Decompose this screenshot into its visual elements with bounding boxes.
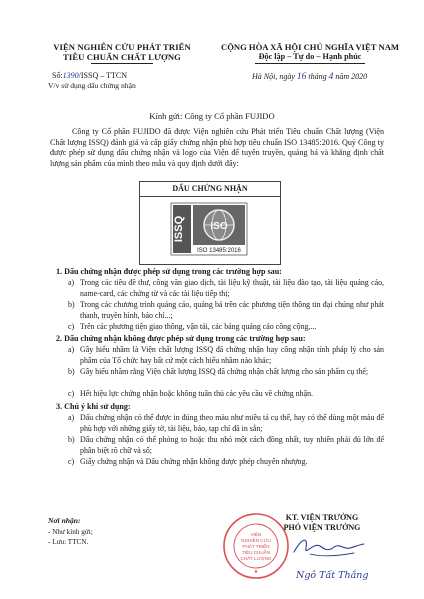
stamp-star: ★	[253, 569, 259, 575]
item-text: Dấu chứng nhận có thể phóng to hoặc thu nhỏ một cách đồng nhất, tuy nhiên phải đủ lớn để phân biệt rõ chữ và số;	[80, 435, 384, 455]
logo-iso-mark: ISO	[210, 221, 228, 232]
item-label: a)	[68, 345, 75, 354]
issuer-name-line2: TIÊU CHUẨN CHẤT LƯỢNG	[63, 52, 181, 62]
country-name: CỘNG HÒA XÃ HỘI CHỦ NGHĨA VIỆT NAM	[220, 42, 400, 52]
section-1-item-c	[68, 322, 384, 333]
date-prefix: Hà Nội, ngày	[252, 72, 295, 81]
greeting: Kính gửi: Công ty Cổ phần FUJIDO	[149, 111, 275, 121]
item-text: Dấu chứng nhận có thể được in đúng theo màu như miêu tả cụ thể, hay có thể dùng một màu để phù hợp với những giấy tờ, tài liệu, báo, tạp chí đã in sẵn;	[80, 413, 384, 433]
signatory-name: Ngô Tất Thắng	[296, 570, 369, 581]
seal-title: DẤU CHỨNG NHẬN	[140, 182, 280, 197]
item-label: b)	[68, 300, 75, 309]
signatory-title-line1: KT. VIỆN TRƯỞNG	[285, 513, 359, 522]
item-label: b)	[68, 435, 75, 444]
stamp-text-line: VIỆN	[250, 532, 262, 537]
item-label: c)	[68, 389, 75, 398]
stamp-text-line: NGHIÊN CỨU	[241, 538, 271, 543]
issuer-underline	[91, 63, 153, 64]
section-3-item-a	[68, 413, 384, 434]
signature-stroke	[294, 540, 364, 552]
item-text: Gây hiểu nhầm là Viện chất lượng ISSQ đã chứng nhận hay công nhận tính pháp lý cho sản phẩm của Tổ chức hay bất cứ một cách hiểu nhầm nào khác;	[80, 345, 384, 365]
date-day-handwritten: 16	[296, 72, 307, 82]
recipient-line: - Lưu: TTCN.	[48, 538, 89, 546]
date-year: năm 2020	[335, 72, 368, 81]
certification-seal-box	[139, 181, 281, 265]
issuer-header	[42, 42, 202, 64]
signatory-title-line2: PHÓ VIỆN TRƯỞNG	[283, 523, 361, 532]
section-2-item-a	[68, 345, 384, 366]
date-month-handwritten: 4	[328, 72, 334, 82]
item-text: Trong các tiêu đề thư, công văn giao dịch, tài liệu kỹ thuật, tài liệu đào tạo, tài liệu quảng cáo, name-card, các chứng từ và các tài liệu tiếp thị;	[80, 278, 384, 298]
logo-issq-text: ISSQ	[173, 215, 185, 243]
item-text: Giấy chứng nhận và Dấu chứng nhận không được phép chuyển nhượng.	[80, 457, 308, 466]
section-3-item-b	[68, 435, 384, 456]
date-line	[252, 72, 367, 82]
item-text: Hết hiệu lực chứng nhận hoặc không tuân thủ các yêu cầu về chứng nhận.	[80, 389, 314, 398]
section-2-item-b	[68, 367, 384, 378]
item-label: a)	[68, 278, 75, 287]
document-subject: V/v sử dụng dấu chứng nhận	[48, 81, 136, 90]
document-number-handwritten: 1390	[62, 71, 79, 80]
section-1-title: 1. Dấu chứng nhận được phép sử dụng trong các trường hợp sau:	[56, 267, 282, 276]
national-motto: Độc lập – Tự do – Hạnh phúc	[258, 52, 362, 61]
recipients-title: Nơi nhận:	[48, 516, 81, 525]
stamp-text-line: TIÊU CHUẨN	[241, 550, 271, 555]
document-number	[52, 71, 127, 80]
item-label: c)	[68, 322, 75, 331]
item-text: Gây hiểu nhầm rằng Viện chất lượng ISSQ đã chứng nhận chất lượng cho sản phẩm cụ thể;	[80, 367, 369, 376]
section-1-item-b	[68, 300, 384, 321]
item-label: b)	[68, 367, 75, 376]
document-number-prefix: Số:	[52, 71, 63, 80]
section-3-title: 3. Chú ý khi sử dụng:	[56, 402, 131, 411]
stamp-text-line: CHẤT LƯỢNG	[240, 556, 272, 561]
recipient-line: - Như kính gửi;	[48, 528, 93, 536]
item-text: Trên các phương tiện giao thông, vận tải, các bảng quảng cáo công cộng,...	[80, 322, 317, 331]
section-2-title: 2. Dấu chứng nhận không được phép sử dụng trong các trường hợp sau:	[56, 334, 306, 343]
handwritten-signature	[288, 532, 368, 562]
issuer-name-line1: VIỆN NGHIÊN CỨU PHÁT TRIỂN	[53, 42, 191, 52]
section-3-item-c	[68, 457, 384, 468]
section-2-item-c	[68, 389, 384, 400]
item-label: c)	[68, 457, 75, 466]
item-label: a)	[68, 413, 75, 422]
national-header	[220, 42, 400, 64]
issq-logo	[169, 201, 249, 257]
date-month-label: tháng	[308, 72, 327, 81]
logo-standard-caption: ISO 13485:2016	[197, 248, 241, 254]
document-number-suffix: /ISSQ – TTCN	[78, 71, 127, 80]
section-1-item-a	[68, 278, 384, 299]
intro-paragraph: Công ty Cổ phần FUJIDO đã được Viện nghiên cứu Phát triển Tiêu chuẩn Chất lượng (Viện Chất lượng ISSQ) đánh giá và cấp giấy chứng nhận phù hợp tiêu chuẩn ISO 13485:2016. Quý Công ty được phép sử dụng dấu chứng nhận và logo của Viện để tuyên truyền, quảng bá và khẳng định chất lượng sản phẩm của mình theo mẫu và quy định dưới đây:	[50, 127, 384, 168]
signature-underline	[310, 553, 354, 556]
motto-underline	[255, 63, 365, 64]
stamp-text-line: PHÁT TRIỂN	[242, 544, 270, 549]
item-text: Trong các chương trình quảng cáo, quảng bá trên các phương tiện thông tin đại chúng như phát thanh, truyền hình, báo chí...;	[80, 300, 384, 320]
